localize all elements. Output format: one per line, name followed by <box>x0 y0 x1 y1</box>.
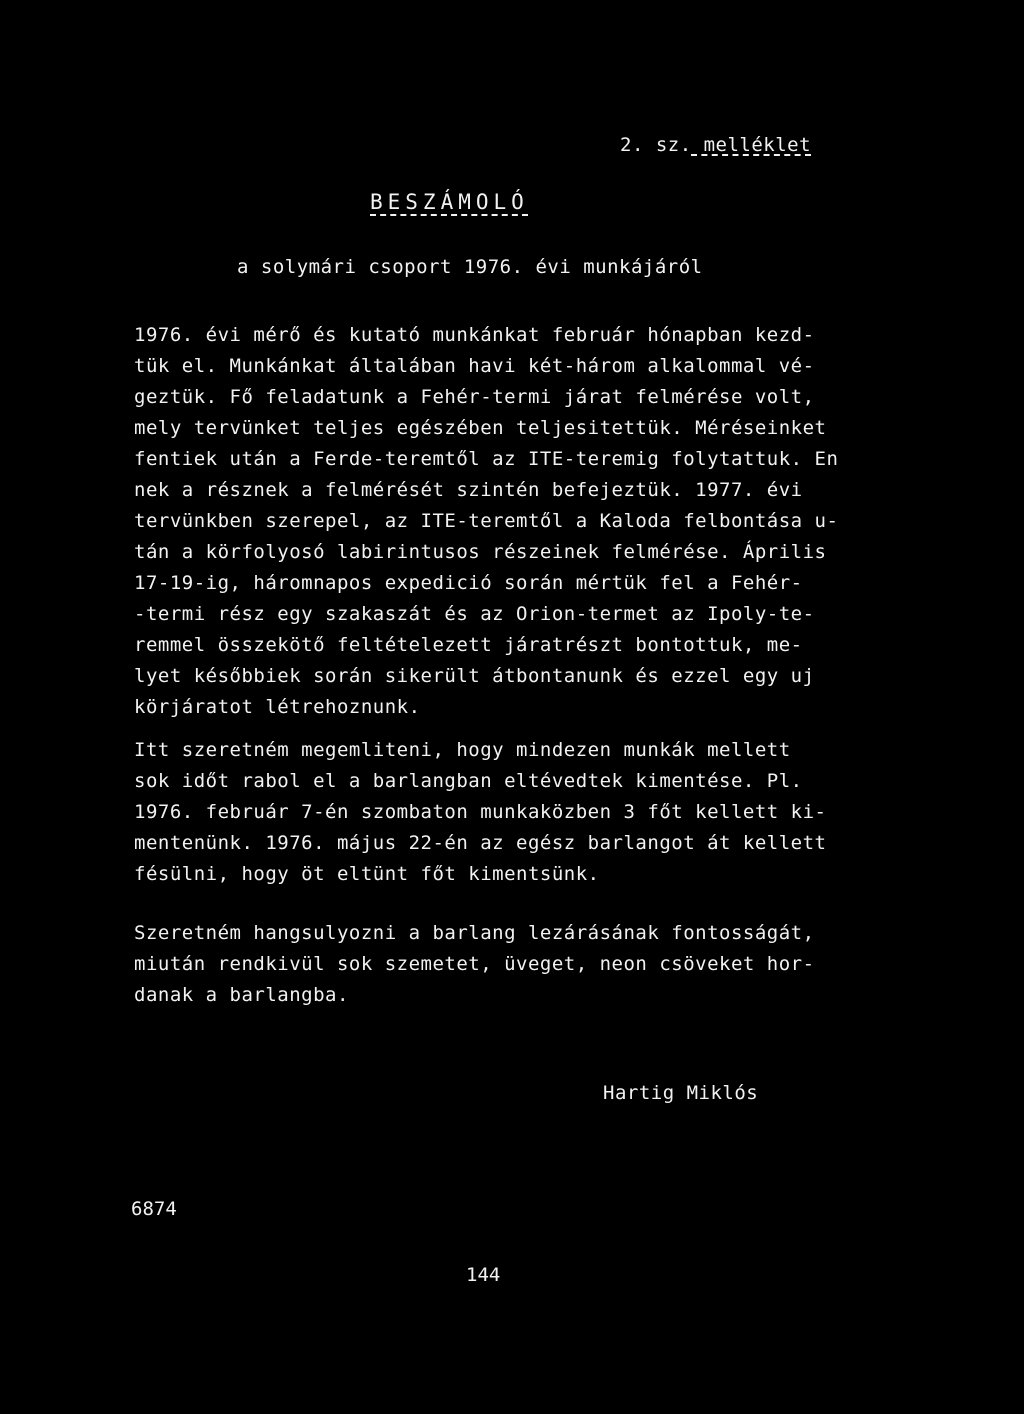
attachment-label <box>620 134 811 156</box>
text-line: fésülni, hogy öt eltünt főt kimentsünk. <box>134 863 600 885</box>
text-line: fentiek után a Ferde-teremtől az ITE-teremig folytattuk. En <box>134 448 839 470</box>
text-line: 1976. évi mérő és kutató munkánkat február hónapban kezd- <box>134 324 815 346</box>
text-line: Itt szeretném megemliteni, hogy mindezen munkák mellett <box>134 739 791 761</box>
page-number: 144 <box>466 1264 501 1286</box>
document-title: BESZÁMOLÓ <box>370 190 529 214</box>
text-line: danak a barlangba. <box>134 984 349 1006</box>
text-line: 1976. február 7-én szombaton munkaközben 3 főt kellett ki- <box>134 801 827 823</box>
paragraph-2 <box>134 735 854 890</box>
text-line: lyet későbbiek során sikerült átbontanunk és ezzel egy uj <box>134 665 815 687</box>
signature: Hartig Miklós <box>603 1082 759 1104</box>
text-line: 17-19-ig, háromnapos expedició során mértük fel a Fehér- <box>134 572 803 594</box>
text-line: Szeretném hangsulyozni a barlang lezárásának fontosságát, <box>134 922 815 944</box>
text-line: sok időt rabol el a barlangban eltévedtek kimentése. Pl. <box>134 770 803 792</box>
text-line: -termi rész egy szakaszát és az Orion-termet az Ipoly-te- <box>134 603 815 625</box>
text-line: nek a résznek a felmérését szintén befejeztük. 1977. évi <box>134 479 803 501</box>
text-line: geztük. Fő feladatunk a Fehér-termi járat felmérése volt, <box>134 386 815 408</box>
text-line: tán a körfolyosó labirintusos részeinek felmérése. Április <box>134 541 827 563</box>
text-line: körjáratot létrehoznunk. <box>134 696 421 718</box>
document-number: 6874 <box>131 1198 177 1220</box>
text-line: miután rendkivül sok szemetet, üveget, neon csöveket hor- <box>134 953 815 975</box>
text-line: tervünkben szerepel, az ITE-teremtől a Kaloda felbontása u- <box>134 510 839 532</box>
text-line: mely tervünket teljes egészében teljesitettük. Méréseinket <box>134 417 827 439</box>
text-line: remmel összekötő feltételezett járatrészt bontottuk, me- <box>134 634 803 656</box>
document-subtitle: a solymári csoport 1976. évi munkájáról <box>237 256 703 278</box>
attachment-prefix: 2. sz. <box>620 134 692 156</box>
attachment-word: melléklet <box>691 134 812 156</box>
paragraph-1 <box>134 320 854 723</box>
text-line: tük el. Munkánkat általában havi két-három alkalommal vé- <box>134 355 815 377</box>
text-line: mentenünk. 1976. május 22-én az egész barlangot át kellett <box>134 832 827 854</box>
paragraph-3 <box>134 918 854 1011</box>
